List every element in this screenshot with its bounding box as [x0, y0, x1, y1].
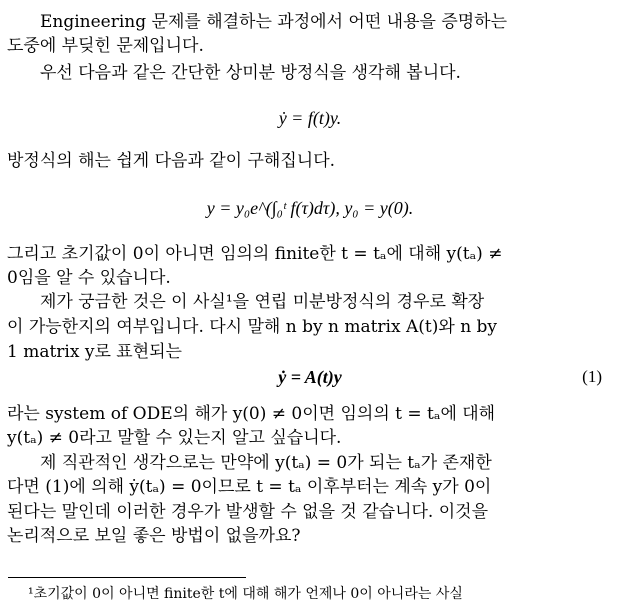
paragraph-line: 0임을 알 수 있습니다.	[7, 268, 171, 288]
paragraph-line: 제 직관적인 생각으로는 만약에 y(tₐ) = 0가 되는 tₐ가 존재한	[40, 453, 492, 473]
paragraph-line: 방정식의 해는 쉽게 다음과 같이 구해집니다.	[7, 151, 336, 171]
paragraph-line: 다면 (1)에 의해 ẏ(tₐ) = 0이므로 t = tₐ 이후부터는 계속 y가 0이	[7, 477, 492, 497]
paragraph-line: 그리고 초기값이 0이 아니면 임의의 finite한 t = tₐ에 대해 y(tₐ) ≠	[7, 244, 503, 264]
paragraph-line: 제가 궁금한 것은 이 사실¹을 연립 미분방정식의 경우로 확장	[40, 292, 485, 312]
paragraph-line: 이 가능한지의 여부입니다. 다시 말해 n by n matrix A(t)와 n by	[7, 317, 498, 337]
equation-system: ẏ = A(t)y	[278, 367, 342, 387]
paragraph-line: 도중에 부딪힌 문제입니다.	[7, 36, 204, 56]
footnote: ¹초기값이 0이 아니면 finite한 t에 대해 해가 언제나 0이 아니라는 사실	[28, 586, 463, 602]
equation-ode: ẏ = f(t)y.	[278, 108, 342, 128]
paragraph-line: Engineering 문제를 해결하는 과정에서 어떤 내용을 증명하는	[40, 12, 508, 32]
equation-solution: y = y₀e^(∫₀ᵗ f(τ)dτ), y₀ = y(0).	[206, 198, 414, 218]
paragraph-line: 된다는 말인데 이러한 경우가 발생할 수 없을 것 같습니다. 이것을	[7, 502, 489, 522]
paragraph-line: 우선 다음과 같은 간단한 상미분 방정식을 생각해 봅니다.	[40, 63, 461, 83]
paragraph-line: 라는 system of ODE의 해가 y(0) ≠ 0이면 임의의 t = tₐ에 대해	[7, 404, 496, 424]
footnote-divider	[8, 577, 246, 578]
paragraph-line: y(tₐ) ≠ 0라고 말할 수 있는지 알고 싶습니다.	[7, 428, 342, 448]
paragraph-line: 논리적으로 보일 좋은 방법이 없을까요?	[7, 526, 301, 546]
equation-number: (1)	[582, 367, 602, 386]
paragraph-line: 1 matrix y로 표현되는	[7, 342, 182, 362]
